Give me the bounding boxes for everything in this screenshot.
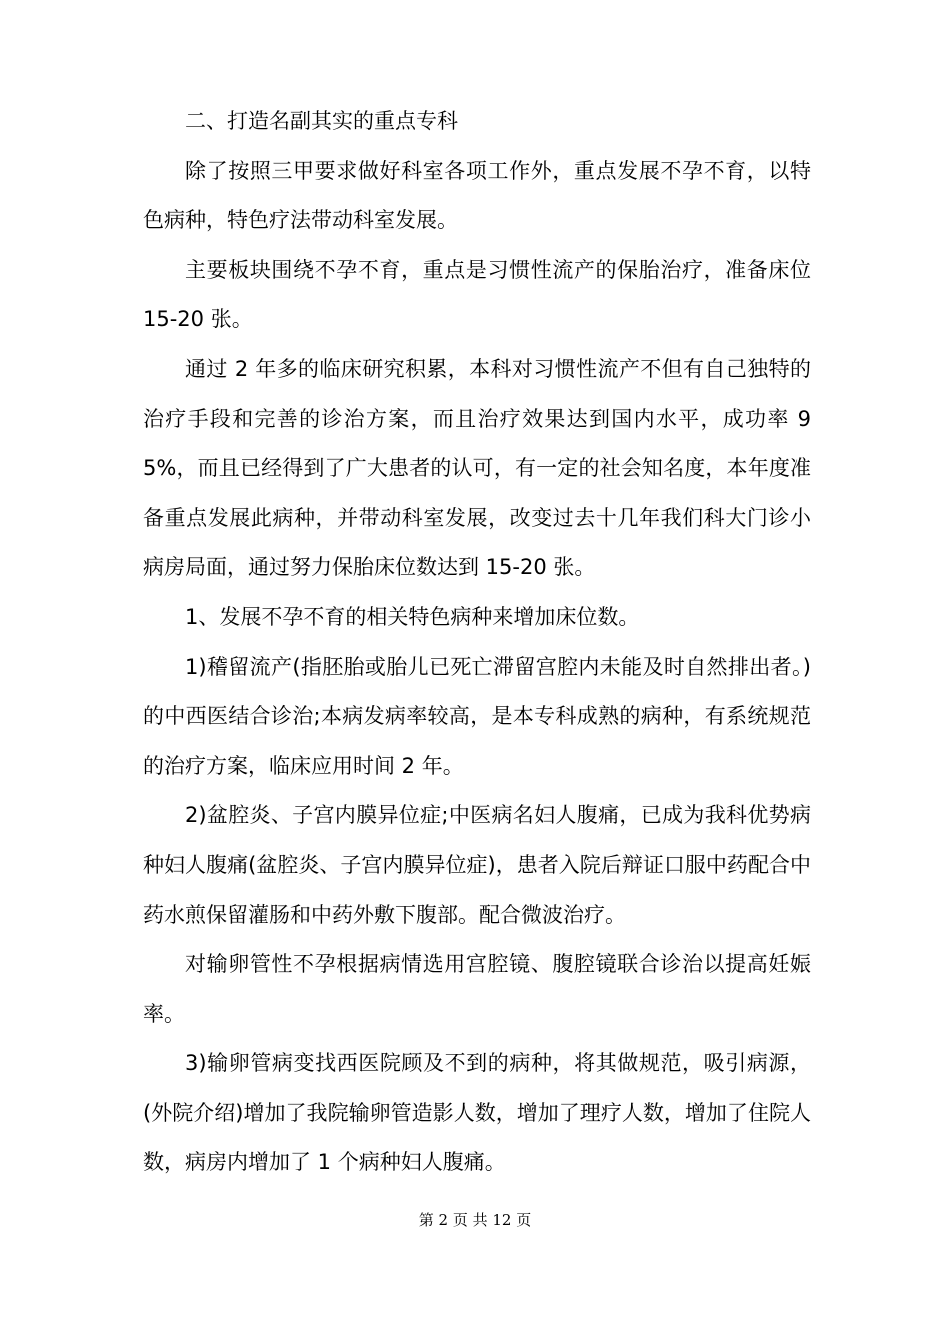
paragraph-2: 主要板块围绕不孕不育，重点是习惯性流产的保胎治疗，准备床位 15-20 张。	[143, 257, 811, 332]
subheading-1: 1、发展不孕不育的相关特色病种来增加床位数。	[185, 604, 640, 629]
paragraph-3: 通过 2 年多的临床研究积累，本科对习惯性流产不但有自己独特的治疗手段和完善的诊治方案，而且治疗效果达到国内水平，成功率 95%，而且已经得到了广大患者的认可，有一定的社会知名度，本年度准备重点发展此病种，并带动科室发展，改变过去十几年我们科大门诊小病房局面，通过努力保胎床位数达到 15-20 张。	[143, 356, 811, 580]
paragraph-tubal: 对输卵管性不孕根据病情选用宫腔镜、腹腔镜联合诊治以提高妊娠率。	[143, 952, 811, 1026]
document-body	[143, 97, 811, 1188]
page-number-label: 第 2 页 共 12 页	[418, 1211, 532, 1229]
paragraph-item-2: 2)盆腔炎、子宫内膜异位症;中医病名妇人腹痛，已成为我科优势病种妇人腹痛(盆腔炎、子宫内膜异位症)，患者入院后辩证口服中药配合中药水煎保留灌肠和中药外敷下腹部。配合微波治疗。	[143, 803, 811, 927]
paragraph-item-3: 3)输卵管病变找西医院顾及不到的病种，将其做规范，吸引病源，(外院介绍)增加了我院输卵管造影人数，增加了理疗人数，增加了住院人数，病房内增加了 1 个病种妇人腹痛。	[143, 1051, 811, 1175]
section-heading: 二、打造名副其实的重点专科	[185, 109, 458, 133]
paragraph-1: 除了按照三甲要求做好科室各项工作外，重点发展不孕不育，以特色病种，特色疗法带动科室发展。	[143, 158, 811, 233]
page-footer	[0, 1208, 950, 1232]
paragraph-item-1: 1)稽留流产(指胚胎或胎儿已死亡滞留宫腔内未能及时自然排出者。)的中西医结合诊治;本病发病率较高，是本专科成熟的病种，有系统规范的治疗方案，临床应用时间 2 年。	[143, 654, 811, 778]
